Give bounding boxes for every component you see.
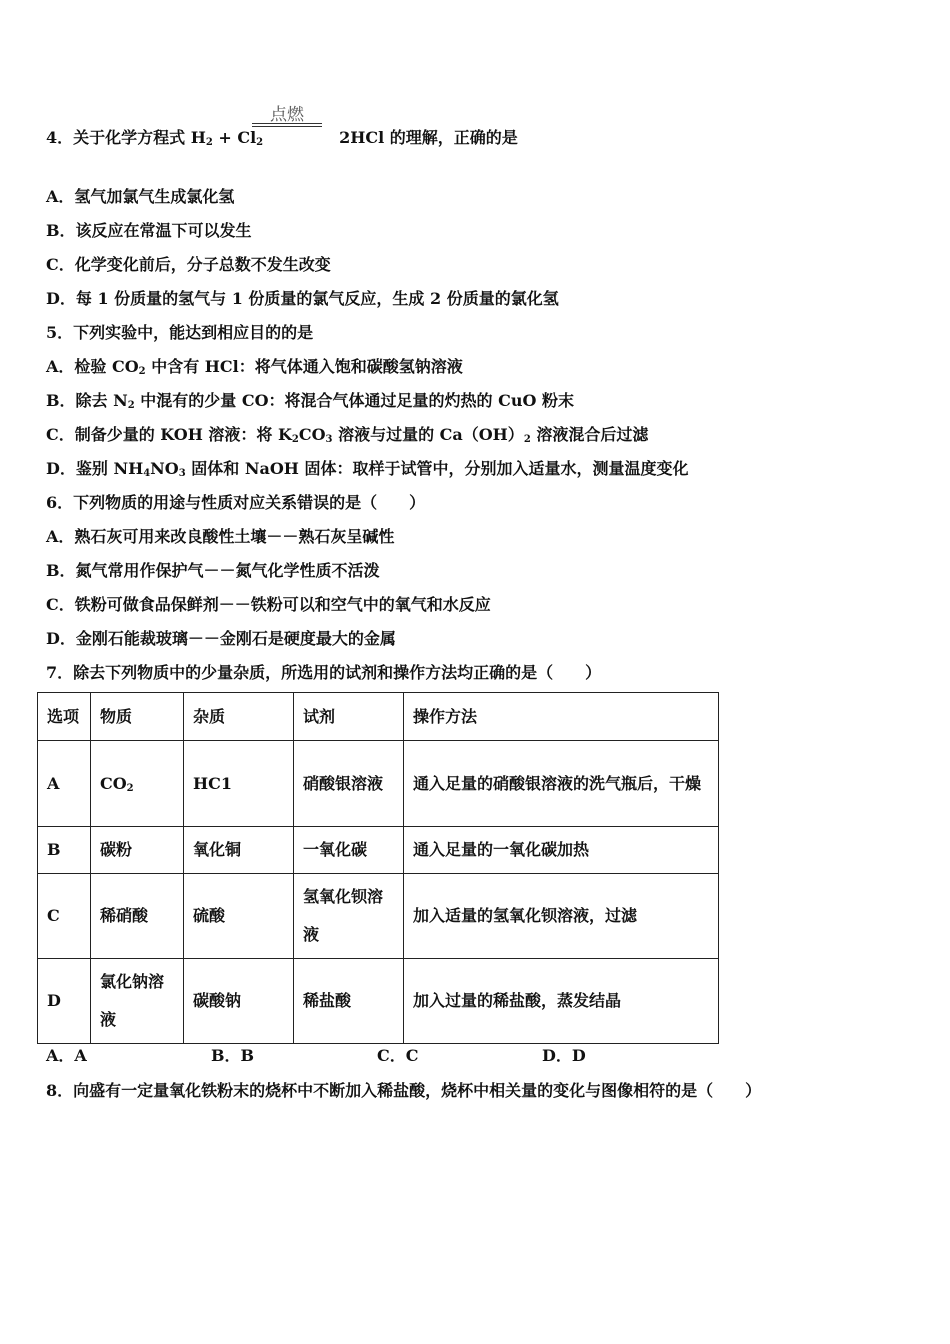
q4-stem-text: 4．关于化学方程式 H [46,128,206,147]
cell-impurity: 氧化铜 [184,827,294,874]
q4-option-d: D．每 1 份质量的氢气与 1 份质量的氯气反应，生成 2 份质量的氯化氢 [46,289,559,308]
cell-option: D [38,959,91,1044]
q5-d-text-mid: NO [150,459,179,478]
substance-text: CO [100,773,127,793]
table-row [38,959,719,1044]
q4-plus-cl: + Cl [212,128,257,147]
header-cell: 物质 [91,693,184,741]
cell-reagent: 氢氧化钡溶液 [294,874,404,959]
q6-option-c: C．铁粉可做食品保鲜剂－－铁粉可以和空气中的氧气和水反应 [46,595,491,614]
cell-option: C [38,874,91,959]
subscript: 2 [127,400,135,411]
subscript: 3 [178,468,186,479]
cell-impurity: 碳酸钠 [184,959,294,1044]
header-cell: 操作方法 [404,693,719,741]
cell-option: A [38,741,91,827]
cell-option: B [38,827,91,874]
header-cell: 选项 [38,693,91,741]
q4-product-text: 2HCl 的理解，正确的是 [339,128,518,147]
q7-stem: 7．除去下列物质中的少量杂质，所选用的试剂和操作方法均正确的是（ ） [46,663,602,682]
table-row [38,874,719,959]
cell-reagent: 硝酸银溶液 [294,741,404,827]
q5-d-text-post: 固体和 NaOH 固体：取样于试管中，分别加入适量水，测量温度变化 [185,459,689,478]
cl-subscript: 2 [256,137,264,148]
q5-c-text-mid2: 溶液与过量的 Ca（OH） [332,425,524,444]
q5-option-c [46,425,648,445]
cell-reagent: 稀盐酸 [294,959,404,1044]
cell-impurity: HC1 [184,741,294,827]
header-cell: 杂质 [184,693,294,741]
table-row [38,741,719,827]
subscript: 4 [143,468,151,479]
q7-answer-b: B．B [211,1046,255,1065]
q4-option-a: A．氢气加氯气生成氯化氢 [46,187,235,206]
q6-stem: 6．下列物质的用途与性质对应关系错误的是（ ） [46,493,426,512]
q5-b-text: B．除去 N [46,391,128,410]
q8-stem: 8．向盛有一定量氧化铁粉末的烧杯中不断加入稀盐酸，烧杯中相关量的变化与图像相符的是（ ） [46,1081,762,1100]
cell-operation: 加入过量的稀盐酸，蒸发结晶 [404,959,719,1044]
q6-option-d: D．金刚石能裁玻璃－－金刚石是硬度最大的金属 [46,629,396,648]
q6-option-a: A．熟石灰可用来改良酸性土壤－－熟石灰呈碱性 [46,527,395,546]
subscript: 2 [126,782,134,794]
cell-operation: 加入适量的氢氧化钡溶液，过滤 [404,874,719,959]
q4-option-b: B．该反应在常温下可以发生 [46,221,252,240]
q5-b-text-post: 中混有的少量 CO：将混合气体通过足量的灼热的 CuO 粉末 [134,391,574,410]
q5-c-text-mid: CO [298,425,326,444]
q5-option-d [46,459,688,479]
cell-operation: 通入足量的一氧化碳加热 [404,827,719,874]
q5-option-b [46,391,574,411]
subscript: 2 [138,366,146,377]
q5-c-text: C．制备少量的 KOH 溶液：将 K [46,425,292,444]
cell-operation: 通入足量的硝酸银溶液的洗气瓶后，干燥 [404,741,719,827]
subscript: 3 [325,434,333,445]
q5-c-text-post: 溶液混合后过滤 [530,425,649,444]
cell-substance [91,741,184,827]
q4-option-c: C．化学变化前后，分子总数不发生改变 [46,255,331,274]
q5-a-text: A．检验 CO [46,357,139,376]
cell-substance: 稀硝酸 [91,874,184,959]
header-cell: 试剂 [294,693,404,741]
reaction-condition [252,100,322,127]
q6-option-b: B．氮气常用作保护气－－氮气化学性质不活泼 [46,561,380,580]
q5-a-text-post: 中含有 HCl：将气体通入饱和碳酸氢钠溶液 [145,357,463,376]
q4-stem [46,128,518,148]
table-row [38,827,719,874]
h-subscript: 2 [205,137,213,148]
q5-option-a [46,357,463,377]
q5-d-text: D．鉴别 NH [46,459,144,478]
q7-answer-a: A．A [46,1046,87,1065]
q7-answer-c: C．C [377,1046,419,1065]
cell-substance: 氯化钠溶液 [91,959,184,1044]
subscript: 2 [291,434,299,445]
cell-substance: 碳粉 [91,827,184,874]
q7-table [37,692,719,1044]
cell-reagent: 一氧化碳 [294,827,404,874]
table-header-row [38,693,719,741]
q5-stem: 5．下列实验中，能达到相应目的的是 [46,323,314,342]
cell-impurity: 硫酸 [184,874,294,959]
subscript: 2 [523,434,531,445]
q7-answer-d: D．D [542,1046,586,1065]
reaction-condition-label: 点燃 [270,105,304,125]
